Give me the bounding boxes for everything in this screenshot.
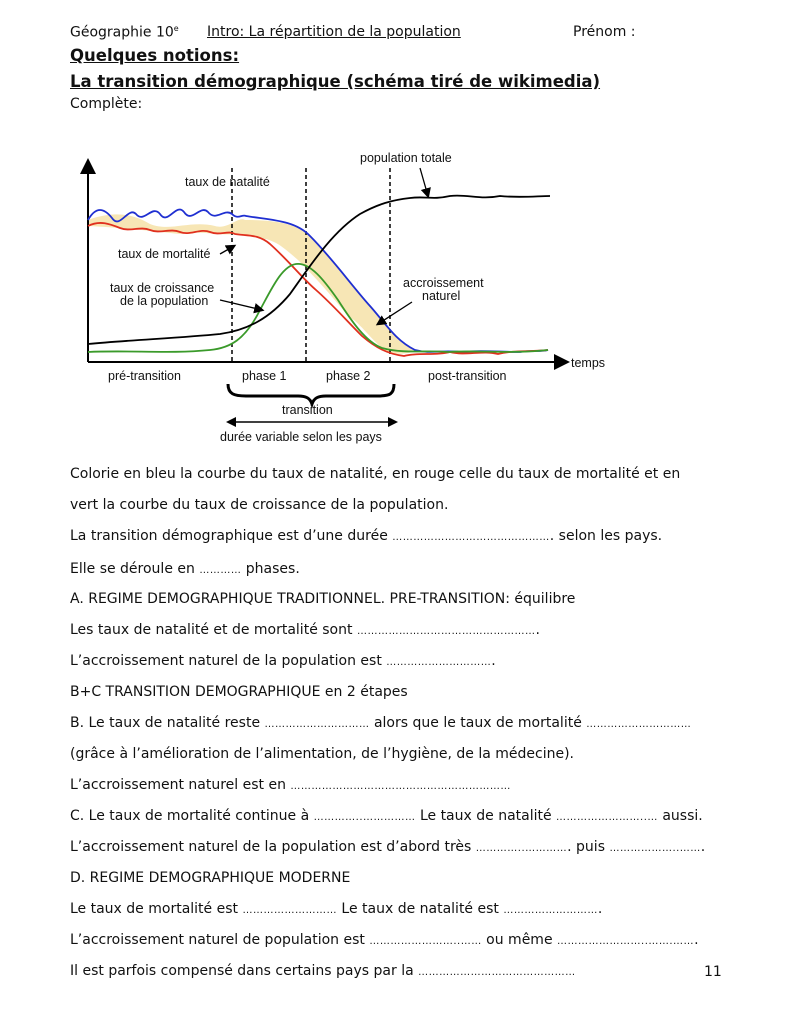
demographic-transition-diagram xyxy=(70,140,630,450)
firstname-label: Prénom : xyxy=(573,24,636,40)
line-14: D. REGIME DEMOGRAPHIQUE MODERNE xyxy=(70,870,351,886)
label-transition: transition xyxy=(282,403,333,417)
blank-field[interactable]: ……………………………………… xyxy=(392,532,550,543)
label-post-transition: post-transition xyxy=(428,369,507,383)
transition-brace xyxy=(228,384,394,404)
line-1: Colorie en bleu la courbe du taux de natalité, en rouge celle du taux de mortalité et en xyxy=(70,466,681,482)
page-number: 11 xyxy=(704,964,722,980)
line-5: A. REGIME DEMOGRAPHIQUE TRADITIONNEL. PRE-TRANSITION: équilibre xyxy=(70,591,576,607)
label-phase1: phase 1 xyxy=(242,369,287,383)
line-8: B+C TRANSITION DEMOGRAPHIQUE en 2 étapes xyxy=(70,684,408,700)
line-2: vert la courbe du taux de croissance de la population. xyxy=(70,497,449,513)
diagram-title: La transition démographique (schéma tiré de wikimedia) xyxy=(70,72,601,91)
blank-field[interactable]: ………… xyxy=(199,565,242,576)
label-taux-mortalite: taux de mortalité xyxy=(118,247,211,261)
subject-label: Géographie 10e xyxy=(70,24,179,41)
blank-field[interactable]: …………………………………………… xyxy=(356,626,536,637)
blank-field[interactable]: ……………………..…….…… xyxy=(557,936,695,947)
blank-field[interactable]: ……………………..…… xyxy=(369,936,482,947)
pointer-population xyxy=(420,168,428,196)
blank-field[interactable]: ………………………… xyxy=(586,719,692,730)
blank-field[interactable]: ……………………… xyxy=(503,905,598,916)
line-10: (grâce à l’amélioration de l’alimentation, de l’hygiène, de la médecine). xyxy=(70,746,574,762)
label-taux-natalite: taux de natalité xyxy=(185,175,270,189)
line-15: Le taux de mortalité est ……………………… Le taux de natalité est ………………………. xyxy=(70,901,603,917)
blank-field[interactable]: ……………………………………………………… xyxy=(290,781,511,792)
line-7: L’accroissement naturel de la population est …………………………. xyxy=(70,653,496,669)
blank-field[interactable]: ………………………… xyxy=(264,719,370,730)
blank-field[interactable]: ………………..…… xyxy=(609,843,701,854)
section-title: Quelques notions: xyxy=(70,46,240,65)
instruction: Complète: xyxy=(70,96,143,112)
intro-title: Intro: La répartition de la population xyxy=(207,24,461,40)
pointer-accroissement xyxy=(378,302,412,324)
label-phase2: phase 2 xyxy=(326,369,371,383)
line-17: Il est parfois compensé dans certains pays par la ……………………………………… xyxy=(70,963,576,979)
line-16: L’accroissement naturel de population est ……………………..…… ou même ……………………..…….……. xyxy=(70,932,699,948)
line-11: L’accroissement naturel est en ……………………………………………………… xyxy=(70,777,511,793)
label-population-totale: population totale xyxy=(360,151,452,165)
duration-arrow-left-head xyxy=(226,417,236,427)
blank-field[interactable]: …………..…………… xyxy=(313,812,416,823)
blank-field[interactable]: ……………………… xyxy=(242,905,337,916)
line-12: C. Le taux de mortalité continue à …………..…………… Le taux de natalité ……………………..… aussi. xyxy=(70,808,703,824)
line-9: B. Le taux de natalité reste ………………………… alors que le taux de mortalité ………………………… xyxy=(70,715,692,731)
pointer-croissance xyxy=(220,300,262,310)
blank-field[interactable]: ……………………..… xyxy=(556,812,658,823)
label-taux-croissance-1: taux de croissance xyxy=(110,281,215,295)
blank-field[interactable]: …………..………… xyxy=(475,843,568,854)
label-accroissement-2: naturel xyxy=(422,289,461,303)
line-13: L’accroissement naturel de la population est d’abord très …………..…………. puis ………………..……. xyxy=(70,839,706,855)
blank-field[interactable]: ………………………… xyxy=(386,657,492,668)
line-4: Elle se déroule en ………… phases. xyxy=(70,561,300,577)
duration-arrow-right-head xyxy=(388,417,398,427)
label-accroissement-1: accroissement xyxy=(403,276,484,290)
label-temps: temps xyxy=(571,356,606,370)
label-taux-croissance-2: de la population xyxy=(120,294,209,308)
label-duree: durée variable selon les pays xyxy=(220,430,382,444)
label-pre-transition: pré-transition xyxy=(108,369,181,383)
line-3: La transition démographique est d’une durée ………………………………………. selon les pays. xyxy=(70,528,663,544)
line-6: Les taux de natalité et de mortalité sont ……………………………………………. xyxy=(70,622,540,638)
blank-field[interactable]: ……………………………………… xyxy=(418,967,576,978)
